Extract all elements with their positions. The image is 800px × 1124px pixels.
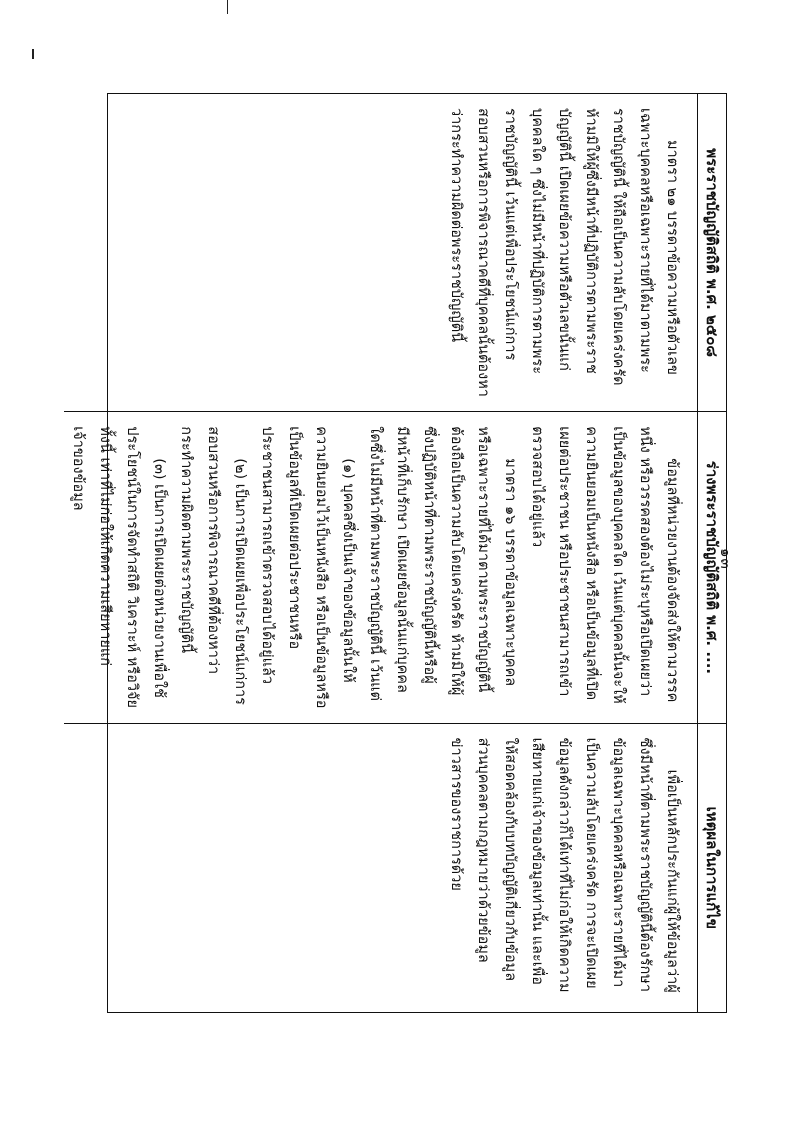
scan-mark-left [32, 49, 34, 59]
current-act-section-21: มาตรา ๒๑ บรรดาข้อความหรือตัวเลขเฉพาะบุคคลหรือเฉพาะรายที่ได้มาตามพระราชบัญญัตินี้ ให้ถือเป็นความลับโดยเคร่งครัด ห้ามมิให้ผู้ซึ่งมีหน้าที่ปฏิบัติการตามพระราชบัญญัตินี้ เปิดเผยข้อความหรือตัวเลขนั้นแก่บุคคลใด ๆ ซึ่งไม่มีหน้าที่ปฏิบัติการตามพระราชบัญญัตินี้ เว้นแต่เพื่อประโยชน์แก่การสอบสวนหรือการพิจารณาคดีที่บุคคลนั้นต้องหาว่ากระทำความผิดต่อพระราชบัญญัตินี้ [448, 108, 680, 397]
table-body-row [64, 94, 697, 1012]
comparison-table [70, 93, 727, 1013]
amendment-reason-text: เพื่อเป็นหลักประกันแก่ผู้ให้ข้อมูลว่าผู้ซึ่งมีหน้าที่ตามพระราชบัญญัตินี้ต้องรักษาข้อมูลเฉพาะบุคคลหรือเฉพาะรายที่ได้มาเป็นความลับโดยเคร่งครัด การจะเปิดเผยข้อมูลดังกล่าวก็ได้เท่าที่ไม่ก่อให้เกิดความเสียหายแก่เจ้าของข้อมูลเท่านั้น และเพื่อให้สอดคล้องกับบทบัญญัติเกี่ยวกับข้อมูลส่วนบุคคลตามกฎหมายว่าด้วยข้อมูลข่าวสารของราชการด้วย [448, 737, 680, 993]
draft-act-item-1: (๑) บุคคลซึ่งเป็นเจ้าของข้อมูลนั้นให้ความยินยอมไว้เป็นหนังสือ หรือเป็นข้อมูลหรือเป็นข้อมูลที่เปิดเผยต่อประชาชนหรือประชาชนสามารถเข้าตรวจสอบได้อยู่แล้ว [259, 426, 356, 709]
cell-draft-act [64, 411, 697, 722]
draft-act-item-2: (๒) เป็นการเปิดเผยเพื่อประโยชน์แก่การสอบสวนหรือการพิจารณาคดีที่ต้องหาว่ากระทำความผิดตามพระราชบัญญัตินี้ [178, 426, 248, 705]
scan-mark-top [227, 0, 228, 14]
draft-act-item-3: (๓) เป็นการเปิดเผยต่อหน่วยงานเพื่อใช้ประโยชน์ในการจัดทำสถิติ วิเคราะห์ หรือวิจัย ทั้งนี้ เท่าที่ไม่ก่อให้เกิดความเสียหายแก่เจ้าของข้อมูล [70, 426, 167, 708]
table-header-row [697, 94, 726, 1012]
draft-act-paragraph: ข้อมูลที่หน่วยงานต้องจัดส่งให้ตามวรรคหนึ่ง หรือวรรคสองต้องไม่ระบุหรือเปิดเผยว่าเป็นข้อมูลของบุคคลใด เว้นแต่บุคคลนั้นจะให้ความยินยอมเป็นหนังสือ หรือเป็นข้อมูลที่เปิดเผยต่อประชาชน หรือประชาชนสามารถเข้าตรวจสอบได้อยู่แล้ว [529, 426, 680, 704]
header-draft-act: ร่างพระราชบัญญัติสถิติ พ.ศ. .... [698, 411, 726, 722]
cell-amendment-reason [64, 723, 697, 1012]
draft-act-section-16: มาตรา ๑๖ บรรดาข้อมูลเฉพาะบุคคลหรือเฉพาะรายที่ได้มาตามพระราชบัญญัตินี้ ต้องถือเป็นความลับโดยเคร่งครัด ห้ามมิให้ผู้ซึ่งปฏิบัติหน้าที่ตามพระราชบัญญัตินี้หรือผู้มีหน้าที่เก็บรักษา เปิดเผยข้อมูลนั้นแก่บุคคลใดซึ่งไม่มีหน้าที่ตามพระราชบัญญัตินี้ เว้นแต่ [367, 426, 518, 701]
header-amendment-reason: เหตุผลในการแก้ไข [698, 723, 726, 1012]
header-current-act: พระราชบัญญัติสถิติ พ.ศ. ๒๕๐๘ [703, 148, 721, 357]
page-number: ๑๓ [717, 548, 735, 570]
cell-current-act [64, 94, 697, 411]
